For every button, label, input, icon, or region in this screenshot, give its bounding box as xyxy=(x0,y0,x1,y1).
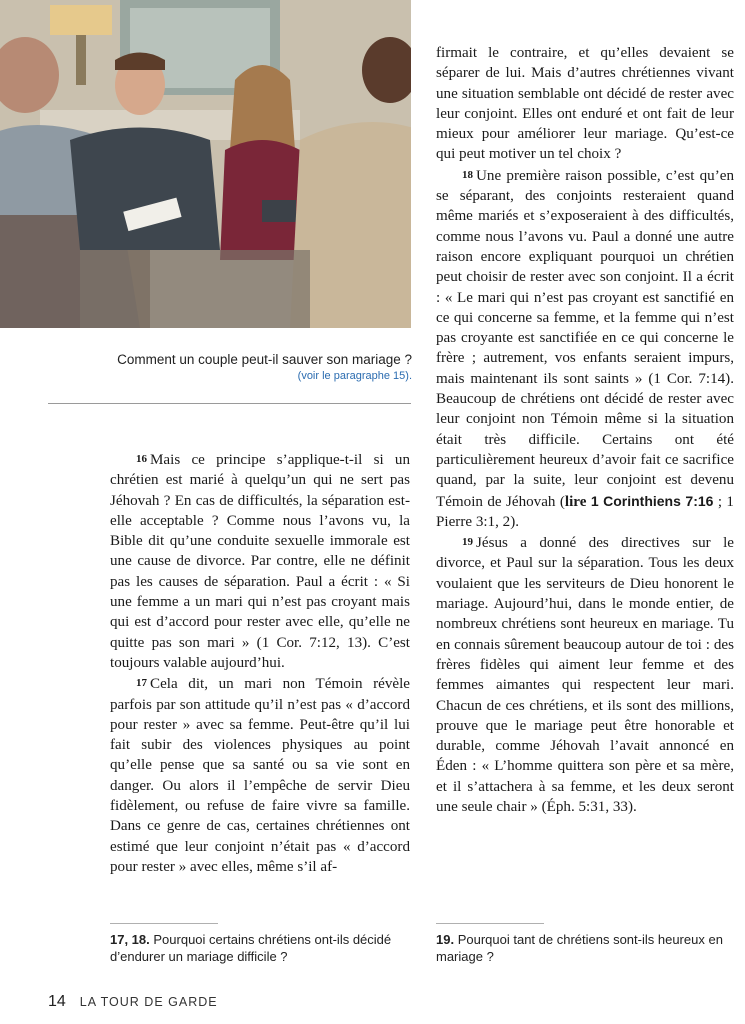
right-column xyxy=(436,43,734,817)
question-number: 17, 18. xyxy=(110,932,150,947)
paragraph-19 xyxy=(436,532,734,817)
question-divider-right xyxy=(436,923,544,924)
paragraph-text: Cela dit, un mari non Témoin révèle parfois par son attitude qu’il n’est pas « d’accord pour rester » avec sa femme. Peut-être qu’il lui fait subir des violences physiques au point qu’elle pense que sa santé ou sa vie sont en danger. Ou alors il l’empêche de servir Dieu fidèlement, ou refuse de faire vivre sa famille. Dans ce genre de cas, certaines chrétiennes ont estimé que leur conjoint n’était pas « d’accord pour rester » avec elles, même s’il af- xyxy=(110,676,410,875)
question-divider-left xyxy=(110,923,218,924)
read-instruction: lire xyxy=(564,493,587,510)
figure-caption: Comment un couple peut-il sauver son mariage ? xyxy=(117,352,412,367)
magazine-title: LA TOUR DE GARDE xyxy=(79,995,218,1009)
paragraph-number: 19 xyxy=(462,536,473,549)
figure-reference-link[interactable]: (voir le paragraphe 15). xyxy=(297,370,412,382)
paragraph-text: Mais ce principe s’applique-t-il si un chrétien est marié à quelqu’un qui ne sert pas Jéhovah ? En cas de difficultés, la séparation est-elle acceptable ? Comme nous l’avons vu, la Bible dit qu’une conduite sexuelle immorale est une cause de divorce. Par contre, elle ne définit pas les causes de séparation. Paul a écrit : « Si une femme a un mari qui n’est pas croyant mais qui est d’accord pour rester avec elle, qu’elle ne quitte pas son mari » (1 Cor. 7:12, 13). C’est toujours valable aujourd’hui. xyxy=(110,452,410,671)
paragraph-18 xyxy=(436,165,734,532)
caption-divider xyxy=(48,403,411,404)
question-text: Pourquoi tant de chrétiens sont-ils heureux en mariage ? xyxy=(436,932,723,964)
paragraph-17-continued: firmait le contraire, et qu’elles devaient se séparer de lui. Mais d’autres chrétiennes vivant une situation semblable ont décidé de rester avec leur conjoint. Elles ont enduré et ont fait de leur mieux pour améliorer leur mariage. Qu’est-ce qui peut motiver un tel choix ? xyxy=(436,45,734,163)
paragraph-number: 16 xyxy=(136,453,147,465)
paragraph-17 xyxy=(110,673,410,877)
left-column xyxy=(110,449,410,877)
review-question-19 xyxy=(436,931,736,965)
page-number: 14 xyxy=(48,993,66,1010)
question-text: Pourquoi certains chrétiens ont-ils décidé d’endurer un mariage difficile ? xyxy=(110,932,392,964)
paragraph-number: 18 xyxy=(462,168,473,181)
paragraph-16 xyxy=(110,449,410,673)
paragraph-text-end: ; 1 Pierre 3:1, 2). xyxy=(436,493,734,530)
question-number: 19. xyxy=(436,932,455,947)
paragraph-number: 17 xyxy=(136,677,147,690)
review-question-17-18 xyxy=(110,931,410,965)
page-footer xyxy=(48,993,218,1011)
paragraph-text: Jésus a donné des directives sur le divorce, et Paul sur la séparation. Tous les deux voulaient que les serviteurs de Dieu honorent le mariage. Aujourd’hui, dans le monde entier, de nombreux chrétiens sont heureux en mariage. Tu en connais sûrement beaucoup autour de toi : des frères fidèles qui aiment leur femme et des femmes aimantes qui respectent leur mari. Chacun de ces chrétiens, et ils sont des millions, prouve que le mariage peut être honorable et durable, comme Jéhovah l’avait annoncé en Éden : « L’homme quittera son père et sa mère, et il s’attachera à sa femme, et les deux seront une seule chair » (Éph. 5:31, 33). xyxy=(436,535,734,815)
study-group-photo xyxy=(0,0,411,328)
scripture-link[interactable]: 1 Corinthiens 7:16 xyxy=(590,492,714,509)
photo-illustration xyxy=(0,0,411,328)
paragraph-text: Une première raison possible, c’est qu’en se séparant, des conjoints resteraient quand même mariés et s’exposeraient à des difficultés, comme nous l’avons vu. Paul a donné une autre raison encore expliquant pourquoi un chrétien peut choisir de rester avec son conjoint. Il a écrit : « Le mari qui n’est pas croyant est sanctifié en ce qui concerne sa femme, et la femme qui n’est pas croyante est sanctifiée en ce qui concerne le frère ; autrement, vos enfants seraient impurs, mais maintenant ils sont saints » (1 Cor. 7:14). Beaucoup de chrétiens ont décidé de rester avec leur conjoint non Témoin même si la situation était très difficile. Certains ont été particulièrement heureux d’avoir fait ce sacrifice quand, par la suite, leur conjoint est devenu Témoin de Jéhovah ( xyxy=(436,167,734,510)
